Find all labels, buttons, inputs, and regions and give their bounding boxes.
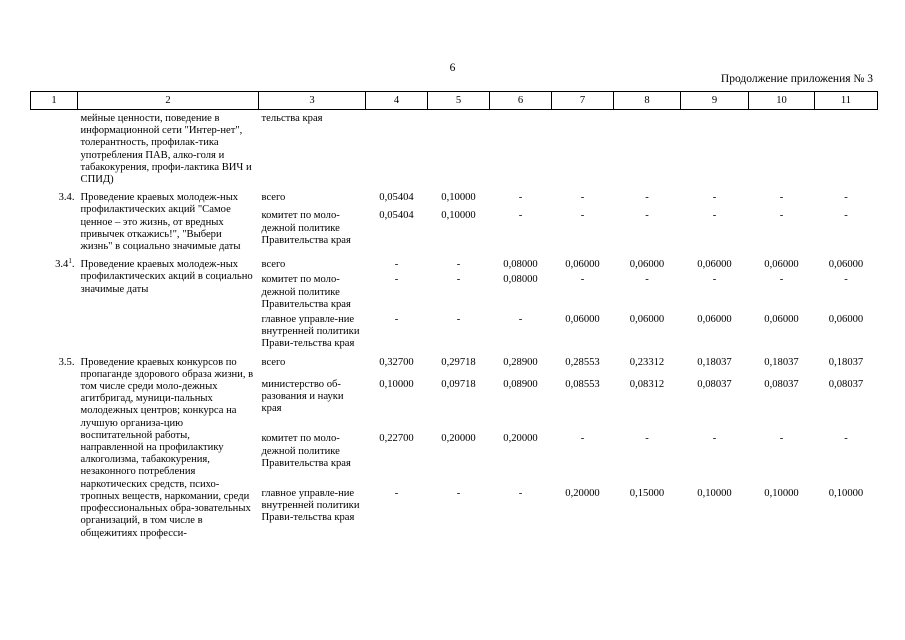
year-value: 0,06000 [764,259,799,271]
year-value: 0,08037 [828,378,864,390]
year-value: - [645,192,649,204]
year-value: - [394,259,399,271]
year-value: - [712,433,717,445]
column-header: 7 [552,92,614,110]
year-value: - [844,210,848,222]
year-value: 0,10000 [697,488,732,500]
year-value: 0,18037 [764,356,799,368]
page-number: 6 [449,62,456,74]
measure-name: мейные ценности, поведение в информационной сети "Интер-нет", толерантность, профилак-тика употребления ПАВ, алко-голя и табакокурения, профи-лактика ВИЧ и СПИД) [80,113,252,186]
year-value: 0,18037 [697,356,732,368]
year-value: 0,08000 [503,274,538,286]
table-row [31,186,878,207]
year-value: 0,06000 [828,314,864,326]
year-value: 0,08000 [503,259,538,271]
year-value: - [456,314,461,326]
year-value: 0,05404 [379,210,414,222]
year-value: - [844,274,848,286]
funding-source: всего [261,192,286,204]
year-value: 0,10000 [764,488,799,500]
year-value: - [712,274,717,286]
table-row [31,110,878,187]
year-value: 0,20000 [441,433,476,445]
year-value: - [518,192,523,204]
year-value: 0,06000 [565,314,600,326]
measure-name: Проведение краевых молодеж-ных профилактических акций "Самое ценное – это жизнь, от вредных привычек откажись!", "Выбери жизнь" в социально значимые даты [80,192,241,253]
column-header: 9 [681,92,749,110]
column-header: 1 [31,92,78,110]
year-value: - [844,192,848,204]
year-value: 0,06000 [697,314,732,326]
year-value: - [456,259,461,271]
year-value: - [645,433,649,445]
year-value: - [712,192,717,204]
measure-name: Проведение краевых конкурсов по пропаганде здорового образа жизни, в том числе среди моло-дежных агитбригад, муници-пальных молодежных центров; конкурса на лучшую организа-цию воспитательной работы, направленной на профилактику алкоголизма, табакокурения, незаконного потребления наркотических средств, психо-тропных веществ, наркомании, среди профессиональных обра-зовательных организаций, в том числе в общежитиях професси- [80,356,254,539]
year-value: - [645,274,649,286]
item-number: 3.4. [58,192,75,204]
year-value: 0,08553 [565,378,600,390]
year-value: 0,28553 [565,356,600,368]
year-value: 0,18037 [828,356,864,368]
year-value: 0,08900 [503,378,538,390]
year-value: - [779,274,784,286]
column-header: 8 [614,92,681,110]
column-header: 5 [428,92,490,110]
year-value: - [779,210,784,222]
year-value: 0,08312 [629,378,665,390]
year-value: - [580,210,585,222]
year-value: - [779,433,784,445]
year-value: - [580,192,585,204]
budget-table [30,91,878,540]
year-value: 0,06000 [565,259,600,271]
year-value: - [645,210,649,222]
year-value: - [844,433,848,445]
item-number: 3.5. [58,356,75,368]
year-value: - [779,192,784,204]
funding-source: всего [261,356,286,368]
funding-source: министерство об-разования и науки края [261,378,344,415]
year-value: 0,23312 [629,356,665,368]
funding-source: тельства края [261,113,323,124]
year-value: 0,32700 [379,356,414,368]
column-header: 3 [259,92,366,110]
column-header: 4 [366,92,428,110]
column-header: 11 [815,92,878,110]
year-value: - [580,274,585,286]
year-value: 0,10000 [379,378,414,390]
year-value: 0,06000 [629,259,665,271]
year-value: 0,29718 [441,356,476,368]
year-value: - [712,210,717,222]
column-header: 6 [490,92,552,110]
year-value: 0,06000 [697,259,732,271]
year-value: - [580,433,585,445]
year-value: 0,10000 [441,192,476,204]
table-row [31,253,878,271]
year-value: - [456,274,461,286]
column-header: 2 [78,92,259,110]
year-value: 0,08037 [697,378,732,390]
year-value: 0,15000 [629,488,665,500]
year-value: - [518,314,523,326]
year-value: 0,08037 [764,378,799,390]
year-value: 0,10000 [441,210,476,222]
funding-source: всего [261,259,286,271]
year-value: 0,06000 [764,314,799,326]
year-value: - [518,488,523,500]
year-value: 0,28900 [503,356,538,368]
year-value: 0,05404 [379,192,414,204]
year-value: 0,06000 [629,314,665,326]
funding-source: комитет по моло-дежной политике Правительства края [261,210,351,246]
year-value: - [518,210,523,222]
measure-name: Проведение краевых молодеж-ных профилактических акций в социально значимые даты [80,259,253,295]
year-value: 0,06000 [828,259,864,271]
year-value: - [394,488,399,500]
year-value: 0,20000 [565,488,600,500]
funding-source: главное управле-ние внутренней политики Прави-тельства края [261,314,360,350]
funding-source: комитет по моло-дежной политике Правительства края [261,433,351,469]
year-value: 0,10000 [828,488,864,500]
column-header: 10 [749,92,815,110]
table-header-row [31,92,878,110]
funding-source: главное управле-ние внутренней политики Прави-тельства края [261,488,360,524]
table-row [31,351,878,376]
year-value: - [394,274,399,286]
year-value: 0,20000 [503,433,538,445]
year-value: - [456,488,461,500]
year-value: 0,09718 [441,378,476,390]
year-value: - [394,314,399,326]
item-number: $3.4^1$. [55,257,75,271]
funding-source: комитет по моло-дежной политике Правительства края [261,274,351,310]
continuation-caption: Продолжение приложения № 3 [720,73,873,85]
year-value: 0,22700 [379,433,414,445]
